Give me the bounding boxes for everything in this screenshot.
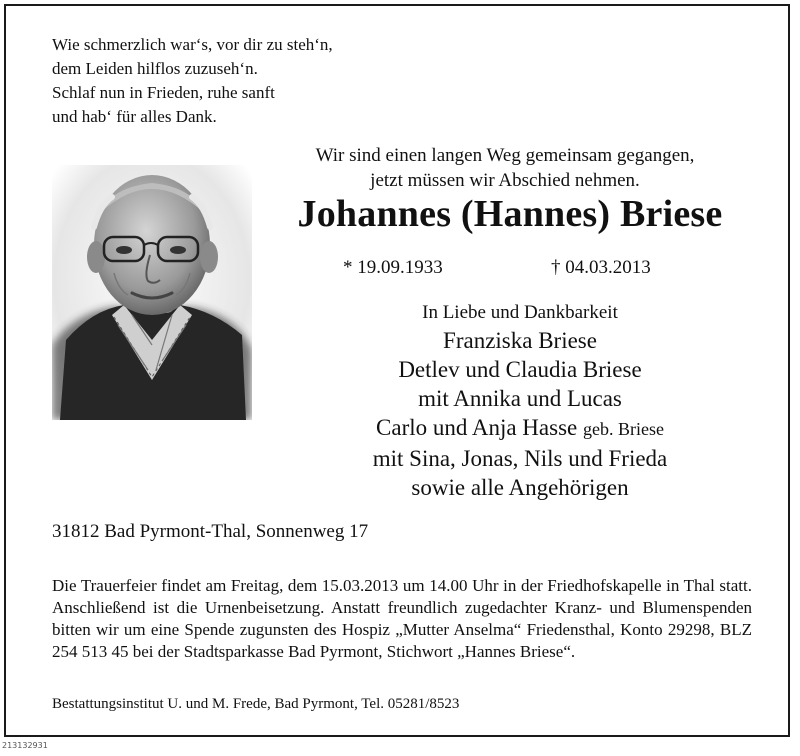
funeral-notice-text: Die Trauerfeier findet am Freitag, dem 15.03.2013 um 14.00 Uhr in der Friedhofskapelle in Thal statt. Anschließend ist die Urnenbeisetzung. Anstatt freundlich zugedachter Kranz- und Blumenspenden bitten wir um eine Spende zugunsten des Hospiz „Mutter Anselma“ Friedensthal, Konto 29298, BLZ 254 513 45 bei der Stadtsparkasse Bad Pyrmont, Stichwort „Hannes Briese“.: [52, 576, 752, 661]
mourner-line: Carlo und Anja Hasse: [376, 415, 578, 440]
family-address: 31812 Bad Pyrmont-Thal, Sonnenweg 17: [52, 521, 369, 542]
portrait-photo: [52, 165, 252, 420]
mourners-intro: In Liebe und Dankbarkeit: [422, 302, 618, 323]
motto-line: Wir sind einen langen Weg gemeinsam gegangen,: [315, 145, 695, 166]
birth-date: * 19.09.1933: [343, 257, 443, 278]
deceased-name: Johannes (Hannes) Briese: [297, 193, 723, 235]
motto-line: jetzt müssen wir Abschied nehmen.: [370, 170, 640, 191]
funeral-home-footer: Bestattungsinstitut U. und M. Frede, Bad Pyrmont, Tel. 05281/8523: [52, 696, 460, 712]
mourner-line: Detlev und Claudia Briese: [398, 357, 642, 382]
death-date: † 04.03.2013: [551, 257, 651, 278]
poem-line: Schlaf nun in Frieden, ruhe sanft: [52, 83, 275, 102]
poem-line: Wie schmerzlich war‘s, vor dir zu steh‘n,: [52, 35, 333, 54]
mourner-line: mit Sina, Jonas, Nils und Frieda: [372, 446, 668, 471]
poem-line: und hab‘ für alles Dank.: [52, 107, 217, 126]
nee-suffix: geb. Briese: [582, 419, 664, 439]
ad-code: 213132931: [2, 741, 48, 750]
motto: [255, 143, 755, 193]
mourner-line: sowie alle Angehörigen: [411, 475, 629, 500]
mourner-line: mit Annika und Lucas: [418, 386, 622, 411]
poem-line: dem Leiden hilflos zuzuseh‘n.: [52, 59, 258, 78]
mourner-line: Franziska Briese: [443, 328, 597, 353]
poem: [52, 33, 333, 129]
mourners-list: [300, 300, 740, 502]
mourner-line-with-nee: [300, 413, 740, 444]
